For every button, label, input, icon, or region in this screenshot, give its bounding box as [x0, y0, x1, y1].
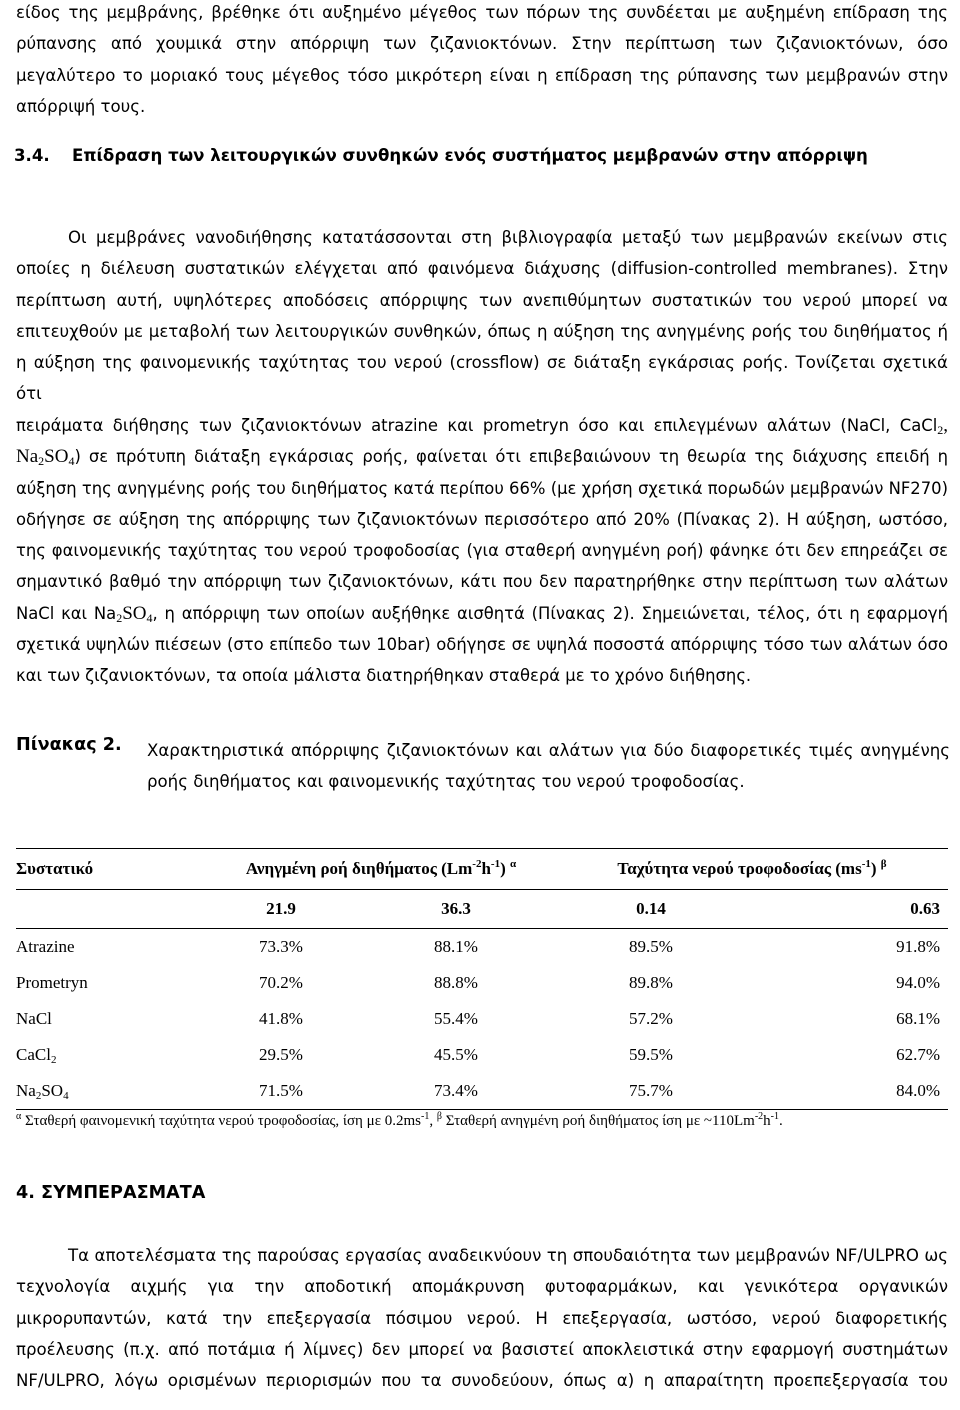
footnote-mark: α	[510, 858, 517, 870]
table-row	[16, 1001, 948, 1037]
subscript: 2	[35, 1090, 42, 1102]
section-3-4-number: 3.4.	[14, 146, 50, 165]
component-text: Na	[16, 1081, 36, 1100]
table-row	[16, 1073, 948, 1110]
body-text-run: , Na	[16, 415, 948, 468]
header-permeate-flux	[206, 849, 556, 890]
row-value: 68.1%	[896, 1009, 940, 1028]
footnote-text: Σταθερή ανηγμένη ροή διηθήματος ίση με ~110Lm	[441, 1113, 755, 1129]
table-row	[16, 1037, 948, 1073]
footnote-mark: β	[436, 1111, 442, 1122]
body-text-run: πειράματα διήθησης των ζιζανιοκτόνων atrazine και prometryn όσο και επιλεγμένων αλάτων (NaCl, CaCl	[16, 416, 938, 435]
header-text: )	[500, 859, 506, 878]
intro-paragraph: είδος της μεμβράνης, βρέθηκε ότι αυξημένο μέγεθος των πόρων της συνδέεται με αυξημένη επίδραση της ρύπανσης από χουμικά στην απόρριψη των ζιζανιοκτόνων. Στην περίπτωση των ζιζανιοκτόνων, όσο μεγαλύτερο το μοριακό τους μέγεθος τόσο μικρότερη είναι η επίδραση της ρύπανσης των μεμβρανών στην απόρριψή τους.	[16, 3, 948, 116]
body-paragraph-1: Οι μεμβράνες νανοδιήθησης κατατάσσονται στη βιβλιογραφία μεταξύ των μεμβρανών εκείνων στις οποίες η διέλευση συστατικών ελέγχεται από φαινόμενα διάχυσης (diffusion-controlled membranes). Στην περίπτωση αυτή, υψηλότερες αποδόσεις απόρριψης των ανεπιθύμητων συστατικών του νερού μπορεί να επιτευχθούν με μεταβολή των λειτουργικών συνθηκών, όπως η αύξηση της ανηγμένης ροής του διηθήματος ή η αύξηση της φαινομενικής ταχύτητας του νερού (crossflow) σε διάταξη εγκάρσιας ροής. Τονίζεται σχετικά ότι	[16, 228, 948, 404]
component-text: CaCl	[16, 1045, 51, 1064]
footnote-text: .	[779, 1113, 783, 1129]
row-component-name	[16, 929, 206, 966]
section-3-4-heading	[14, 140, 952, 171]
row-value: 59.5%	[629, 1045, 673, 1064]
body-text-run: ) σε πρότυπη διάταξη εγκάρσιας ροής, φαίνεται ότι επιβεβαιώνουν τη θεωρία της διάχυσης επειδή η αύξηση της ανηγμένης ροής του διηθήματος κατά περίπου 66% (με χρήση σχετικά πορωδών μεμβρανών NF270) οδήγησε σε αύξηση της απόρριψης των ζιζανιοκτόνων περισσότερο από 20% (Πίνακας 2). Η αύξηση, ωστόσο, της φαινομενικής ταχύτητας του νερού τροφοδοσίας (για σταθερή ανηγμένη ροή) φάνηκε ότι δεν επηρεάζει σε σημαντικό βαθμό την απόρριψη των ζιζανιοκτόνων, κάτι που δεν παρατηρήθηκε στην περίπτωση των αλάτων NaCl και Na	[16, 447, 948, 623]
row-value: 73.4%	[356, 1073, 556, 1110]
component-text: Prometryn	[16, 973, 88, 992]
subscript: 2	[50, 1054, 57, 1066]
table-header-row	[16, 849, 948, 890]
table-body	[16, 929, 948, 1110]
subheader-empty	[16, 890, 206, 929]
footnote-text: h	[763, 1113, 771, 1129]
superscript: -1	[770, 1111, 779, 1122]
row-value: 75.7%	[556, 1073, 746, 1110]
row-value: 45.5%	[434, 1045, 478, 1064]
row-value: 89.8%	[629, 973, 673, 992]
row-value: 55.4%	[434, 1009, 478, 1028]
subheader-value: 36.3	[356, 890, 556, 929]
row-value: 89.5%	[629, 937, 673, 956]
superscript: -2	[472, 858, 482, 870]
subscript: 4	[146, 610, 153, 625]
table-footnote	[16, 1110, 948, 1132]
table-row	[16, 929, 948, 966]
subscript: 4	[68, 454, 75, 469]
component-text: NaCl	[16, 1009, 52, 1028]
footnote-mark: α	[16, 1111, 22, 1122]
body-text-run: SO	[44, 446, 69, 468]
body-text-run: , η απόρριψη των οποίων αυξήθηκε αισθητά (Πίνακας 2). Σημειώνεται, τέλος, ότι η εφαρμογή σχετικά υψηλών πιέσεων (στο επίπεδο των 10bar) οδήγησε σε υψηλά ποσοστά απόρριψης τόσο των αλάτων όσο και των ζιζανιοκτόνων, τα οποία μάλιστα διατηρήθηκαν σταθερά με το χρόνο διήθησης.	[16, 603, 948, 686]
row-value: 29.5%	[259, 1045, 303, 1064]
subscript: 2	[116, 610, 123, 625]
subheader-value: 0.63	[746, 890, 948, 929]
row-value: 94.0%	[896, 973, 940, 992]
header-component: Συστατικό	[16, 849, 206, 890]
header-crossflow-velocity	[556, 849, 948, 890]
row-component-name	[16, 1073, 206, 1110]
superscript: -1	[490, 858, 501, 870]
subheader-value: 0.14	[556, 890, 746, 929]
component-text: Atrazine	[16, 937, 75, 956]
row-value: 91.8%	[896, 937, 940, 956]
row-value: 84.0%	[746, 1073, 948, 1110]
header-text: Ανηγμένη ροή διηθήματος (Lm	[245, 859, 473, 878]
row-value: 70.2%	[259, 973, 303, 992]
header-text: )	[870, 859, 877, 878]
rejection-table	[16, 848, 948, 1110]
section-3-4-title: Επίδραση των λειτουργικών συνθηκών ενός συστήματος μεμβρανών στην απόρριψη	[72, 146, 868, 165]
row-value: 88.1%	[434, 937, 478, 956]
row-value: 62.7%	[896, 1045, 940, 1064]
component-text: SO	[41, 1081, 64, 1100]
subheader-value: 21.9	[206, 890, 356, 929]
superscript: -1	[861, 858, 871, 870]
row-value: 41.8%	[259, 1009, 303, 1028]
row-value: 73.3%	[259, 937, 303, 956]
superscript: -1	[421, 1111, 430, 1122]
row-value: 57.2%	[629, 1009, 673, 1028]
table-caption-text: Χαρακτηριστικά απόρριψης ζιζανιοκτόνων και αλάτων για δύο διαφορετικές τιμές ανηγμένης ροής διηθήματος και φαινομενικής ταχύτητας του νερού τροφοδοσίας.	[147, 741, 950, 792]
subscript: 2	[38, 454, 45, 469]
section-4-heading: 4. ΣΥΜΠΕΡΑΣΜΑΤΑ	[16, 1183, 206, 1203]
subscript: 2	[937, 423, 944, 437]
row-component-name	[16, 1001, 206, 1037]
table-subheader-row	[16, 890, 948, 929]
footnote-mark: β	[880, 858, 887, 870]
header-text: Ταχύτητα νερού τροφοδοσίας (ms	[617, 859, 862, 878]
row-value: 88.8%	[434, 973, 478, 992]
conclusion-paragraph: Τα αποτελέσματα της παρούσας εργασίας αναδεικνύουν τη σπουδαιότητα των μεμβρανών NF/ULPRO ως τεχνολογία αιχμής για την αποδοτική απομάκρυνση φυτοφαρμάκων, και γενικότερα οργανικών μικρορυπαντών, κατά την επεξεργασία πόσιμου νερού. Η επεξεργασία, ωστόσο, νερού διαφορετικής προέλευσης (π.χ. από ποτάμια ή λίμνες) δεν μπορεί να βασιστεί αποκλειστικά στην εφαρμογή συστημάτων NF/ULPRO, λόγω ορισμένων περιορισμών που τα συνοδεύουν, όπως α) η απαραίτητη προεπεξεργασία του	[16, 1246, 948, 1391]
table-caption-label: Πίνακας 2.	[16, 735, 122, 755]
row-component-name	[16, 965, 206, 1001]
footnote-text: ,	[429, 1113, 437, 1129]
header-text: h	[481, 859, 491, 878]
footnote-text: Σταθερή φαινομενική ταχύτητα νερού τροφοδοσίας, ίση με 0.2ms	[21, 1113, 421, 1129]
body-text-run: SO	[122, 602, 147, 624]
table-row	[16, 965, 948, 1001]
row-component-name	[16, 1037, 206, 1073]
subscript: 4	[63, 1090, 69, 1102]
body-paragraph-2	[16, 410, 948, 692]
row-value: 71.5%	[206, 1073, 356, 1110]
superscript: -2	[754, 1111, 764, 1122]
